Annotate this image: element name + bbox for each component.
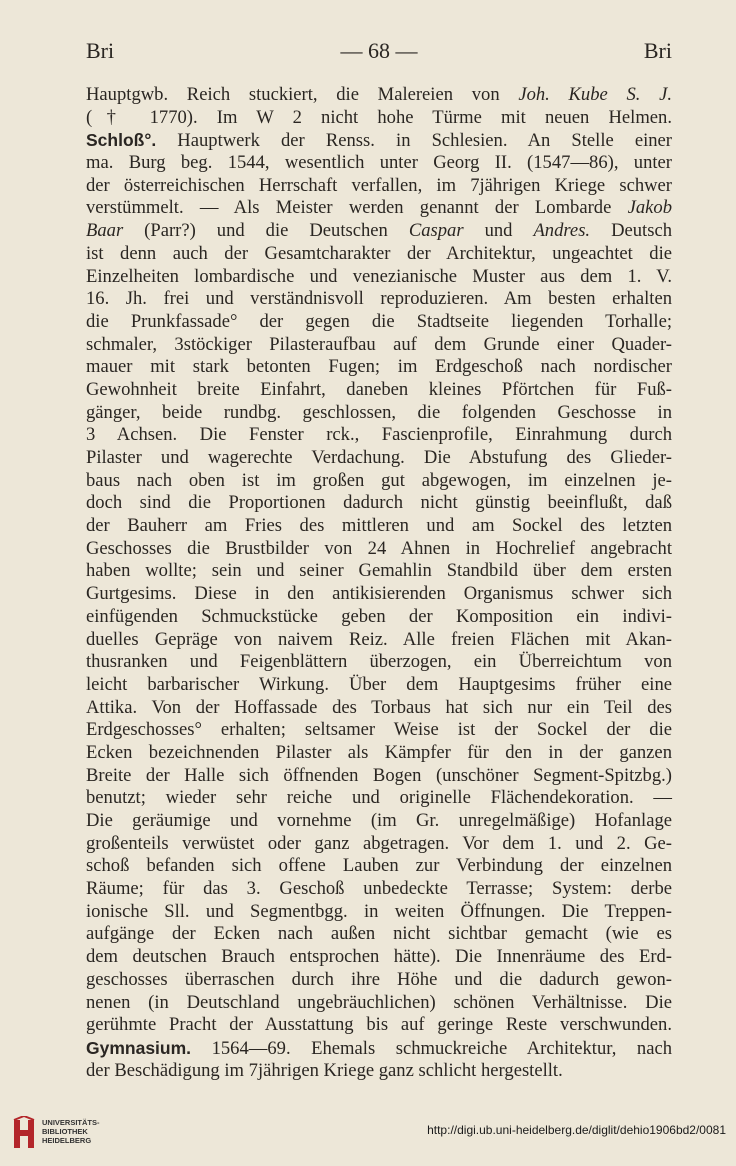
text-line	[86, 992, 672, 1015]
text-line	[86, 560, 672, 583]
text-line	[86, 765, 672, 788]
text-segment: (Parr?) und die Deutschen	[123, 220, 409, 242]
text-line	[86, 606, 672, 629]
text-line	[86, 901, 672, 924]
text-line	[86, 855, 672, 878]
text-segment: aufgänge der Ecken nach außen nicht sichtbar gemacht (wie es	[86, 923, 672, 945]
body-text	[86, 84, 672, 1082]
text-line	[86, 107, 672, 130]
text-line	[86, 379, 672, 402]
text-segment: Hauptgwb. Reich stuckiert, die Malereien von	[86, 84, 519, 105]
text-segment: schoß befanden sich offene Lauben zur Verbindung der einzelnen	[86, 855, 672, 877]
text-line	[86, 311, 672, 334]
text-segment: gänger, beide rundbg. geschlossen, die folgenden Geschosse in	[86, 401, 672, 423]
text-segment: Gurtgesims. Diese in den antikisierenden Organismus schwer sich	[86, 583, 672, 605]
text-segment: Ecken bezeichnenden Pilaster als Kämpfer für den in der ganzen	[86, 741, 672, 763]
text-line	[86, 492, 672, 515]
text-line	[86, 175, 672, 198]
text-segment: Die geräumige und vornehme (im Gr. unregelmäßige) Hofanlage	[86, 810, 672, 831]
text-segment: ma. Burg beg. 1544, wesentlich unter Georg II. (1547—86), unter	[86, 152, 672, 174]
artist-name: Baar	[86, 220, 124, 242]
entry-heading: Schloß°.	[86, 130, 157, 151]
text-segment: geschosses überraschen durch ihre Höhe und die dadurch gewon-	[86, 968, 672, 990]
text-line	[86, 969, 672, 992]
header-right-keyword: Bri	[643, 38, 672, 63]
text-segment: Hauptwerk der Renss. in Schlesien. An Stelle einer	[156, 130, 672, 152]
text-segment: 3 Achsen. Die Fenster rck., Fascienprofile, Einrahmung durch	[86, 424, 672, 446]
text-segment: thusranken und Feigenblättern überzogen, ein Überreichtum von	[86, 651, 672, 673]
text-segment: und	[463, 220, 534, 242]
text-line	[86, 1014, 672, 1037]
text-segment: der österreichischen Herrschaft verfallen, im 7jährigen Kriege schwer	[86, 174, 672, 196]
text-line	[86, 197, 672, 220]
text-segment: doch sind die Proportionen dadurch nicht günstig beeinflußt, daß	[86, 492, 672, 514]
text-line	[86, 402, 672, 425]
text-line	[86, 629, 672, 652]
text-segment: Einzelheiten lombardische und venezianische Muster aus dem 1. V.	[86, 265, 672, 287]
text-line	[86, 833, 672, 856]
text-segment: haben wollte; sein und seiner Gemahlin Standbild über dem ersten	[86, 560, 672, 582]
text-line	[86, 674, 672, 697]
text-line	[86, 719, 672, 742]
text-segment: einfügenden Schmuckstücke geben der Komposition ein indivi-	[86, 605, 672, 627]
text-line	[86, 334, 672, 357]
text-segment: Deutsch	[590, 220, 672, 242]
text-segment: Pilaster und wagerechte Verdachung. Die Abstufung des Glieder-	[86, 447, 672, 468]
text-line	[86, 470, 672, 493]
heidelberg-library-logo-icon	[10, 1116, 38, 1152]
text-segment: der Beschädigung im 7jährigen Kriege ganz schlicht hergestellt.	[86, 1059, 563, 1081]
text-segment: Gewohnheit breite Einfahrt, daneben kleines Pförtchen für Fuß-	[86, 378, 672, 400]
text-line	[86, 538, 672, 561]
text-line	[86, 129, 672, 152]
text-line	[86, 810, 672, 833]
text-segment: Räume; für das 3. Geschoß unbedeckte Terrasse; System: derbe	[86, 878, 672, 900]
running-header	[86, 38, 672, 68]
text-segment: verstümmelt. — Als Meister werden genannt der Lombarde	[86, 197, 628, 219]
text-line	[86, 583, 672, 606]
text-segment: Geschosses die Brustbilder von 24 Ahnen in Hochrelief angebracht	[86, 537, 672, 559]
source-url[interactable]: http://digi.ub.uni-heidelberg.de/diglit/dehio1906bd2/0081	[427, 1123, 726, 1137]
text-segment: Breite der Halle sich öffnenden Bogen (unschöner Segment-Spitzbg.)	[86, 764, 672, 786]
text-segment: benutzt; wieder sehr reiche und originelle Flächendekoration. —	[86, 787, 672, 809]
text-segment: gerühmte Pracht der Ausstattung bis auf geringe Reste verschwunden.	[86, 1014, 672, 1036]
text-line	[86, 515, 672, 538]
text-line	[86, 742, 672, 765]
text-line	[86, 1060, 672, 1083]
text-line	[86, 878, 672, 901]
text-segment: schmaler, 3stöckiger Pilasteraufbau auf dem Grunde einer Quader-	[86, 333, 672, 355]
text-segment: mauer mit stark betonten Fugen; im Erdgeschoß nach nordischer	[86, 356, 672, 378]
text-line	[86, 152, 672, 175]
text-line	[86, 243, 672, 266]
text-line	[86, 447, 672, 470]
text-segment: großenteils verwüstet oder ganz abgetragen. Vor dem 1. und 2. Ge-	[86, 832, 672, 854]
text-line	[86, 356, 672, 379]
text-segment: ionische Sll. und Segmentbgg. in weiten Öffnungen. Die Treppen-	[86, 900, 672, 922]
text-line	[86, 651, 672, 674]
text-segment: leicht barbarischer Wirkung. Über dem Hauptgesims früher eine	[86, 673, 672, 695]
text-segment: der Bauherr am Fries des mittleren und am Sockel des letzten	[86, 515, 672, 537]
library-name: UNIVERSITÄTS- BIBLIOTHEK HEIDELBERG	[42, 1118, 100, 1145]
artist-name: Caspar	[408, 220, 464, 242]
text-segment: 16. Jh. frei und verständnisvoll reproduzieren. Am besten erhalten	[86, 288, 672, 310]
text-line	[86, 424, 672, 447]
text-line	[86, 787, 672, 810]
text-segment: baus nach oben ist im großen gut abgewogen, im einzelnen je-	[86, 469, 672, 491]
text-segment: 1564—69. Ehemals schmuckreiche Architektur, nach	[191, 1037, 672, 1059]
text-line	[86, 84, 672, 107]
text-line	[86, 923, 672, 946]
text-segment: († 1770). Im W 2 nicht hohe Türme mit neuen Helmen.	[86, 106, 672, 128]
artist-name: Joh. Kube S. J.	[518, 84, 672, 105]
text-segment: dem deutschen Brauch entsprochen hätte). Die Innenräume des Erd-	[86, 946, 672, 968]
text-line	[86, 697, 672, 720]
artist-name: Andres.	[533, 220, 591, 242]
header-left-keyword: Bri	[86, 38, 115, 63]
text-segment: Attika. Von der Hoffassade des Torbaus hat sich nur ein Teil des	[86, 696, 672, 718]
text-segment: nenen (in Deutschland ungebräuchlichen) schönen Verhältnisse. Die	[86, 991, 672, 1013]
text-segment: Erdgeschosses° erhalten; seltsamer Weise ist der Sockel der die	[86, 719, 672, 741]
page-number: — 68 —	[340, 38, 418, 63]
text-line	[86, 946, 672, 969]
text-line	[86, 220, 672, 243]
text-line	[86, 1037, 672, 1060]
text-segment: ist denn auch der Gesamtcharakter der Architektur, ungeachtet die	[86, 242, 672, 264]
footer	[0, 1108, 736, 1156]
text-segment: duelles Gepräge von naivem Reiz. Alle freien Flächen mit Akan-	[86, 628, 672, 650]
artist-name: Jakob	[627, 197, 672, 219]
text-segment: die Prunkfassade° der gegen die Stadtseite liegenden Torhalle;	[86, 310, 672, 332]
text-line	[86, 266, 672, 289]
entry-heading: Gymnasium.	[86, 1037, 192, 1058]
text-line	[86, 288, 672, 311]
